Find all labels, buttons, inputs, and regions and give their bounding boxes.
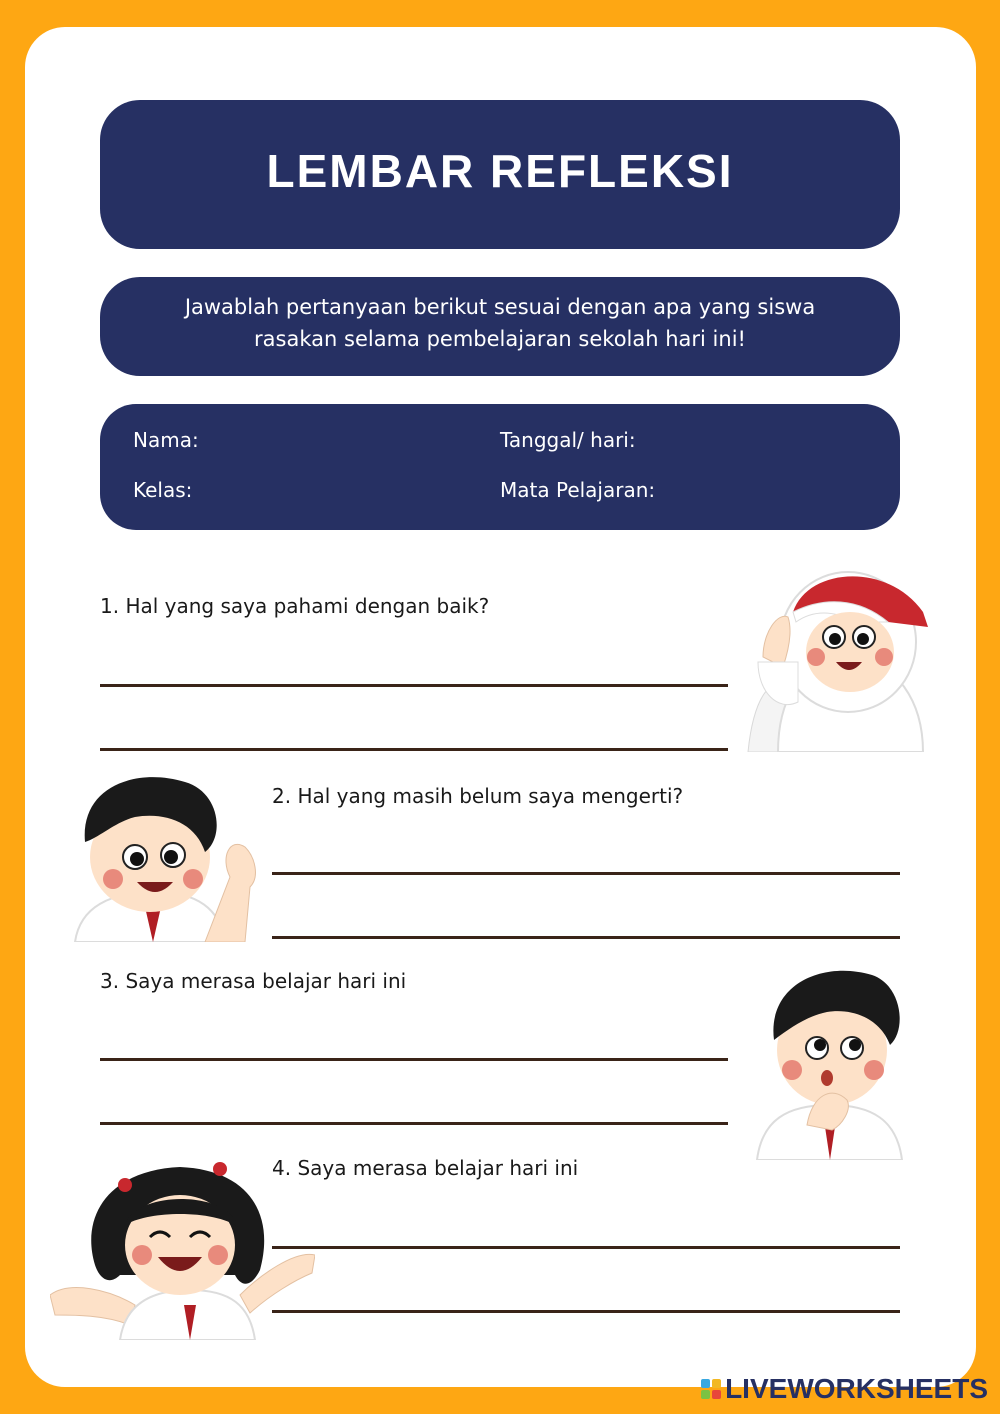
answer-line-1a[interactable]	[100, 684, 728, 687]
page-title: LEMBAR REFLEKSI	[266, 145, 734, 197]
nama-label: Nama:	[133, 428, 199, 452]
kelas-label: Kelas:	[133, 478, 193, 502]
question-1: 1. Hal yang saya pahami dengan baik?	[100, 594, 490, 618]
answer-line-4b[interactable]	[272, 1310, 900, 1313]
answer-line-1b[interactable]	[100, 748, 728, 751]
title-banner	[100, 100, 900, 249]
instruction-banner	[100, 277, 900, 376]
boy-thinking-icon	[752, 960, 907, 1160]
boy-waving-icon	[55, 767, 260, 942]
identity-panel	[100, 404, 900, 530]
answer-line-2a[interactable]	[272, 872, 900, 875]
question-3: 3. Saya merasa belajar hari ini	[100, 969, 407, 993]
answer-line-3a[interactable]	[100, 1058, 728, 1061]
tanggal-label: Tanggal/ hari:	[500, 428, 636, 452]
answer-line-2b[interactable]	[272, 936, 900, 939]
instruction-text: Jawablah pertanyaan berikut sesuai dengan apa yang siswa rasakan selama pembelajaran sekolah hari ini!	[184, 295, 816, 351]
footer-brand: LIVEWORKSHEETS	[725, 1373, 988, 1404]
footer-logo	[701, 1373, 988, 1405]
logo-mark-icon	[701, 1379, 721, 1399]
girl-cheering-icon	[50, 1155, 315, 1340]
girl-hijab-waving-icon	[738, 552, 938, 752]
answer-line-4a[interactable]	[272, 1246, 900, 1249]
mapel-label: Mata Pelajaran:	[500, 478, 656, 502]
question-2: 2. Hal yang masih belum saya mengerti?	[272, 784, 684, 808]
answer-line-3b[interactable]	[100, 1122, 728, 1125]
question-4: 4. Saya merasa belajar hari ini	[272, 1156, 579, 1180]
